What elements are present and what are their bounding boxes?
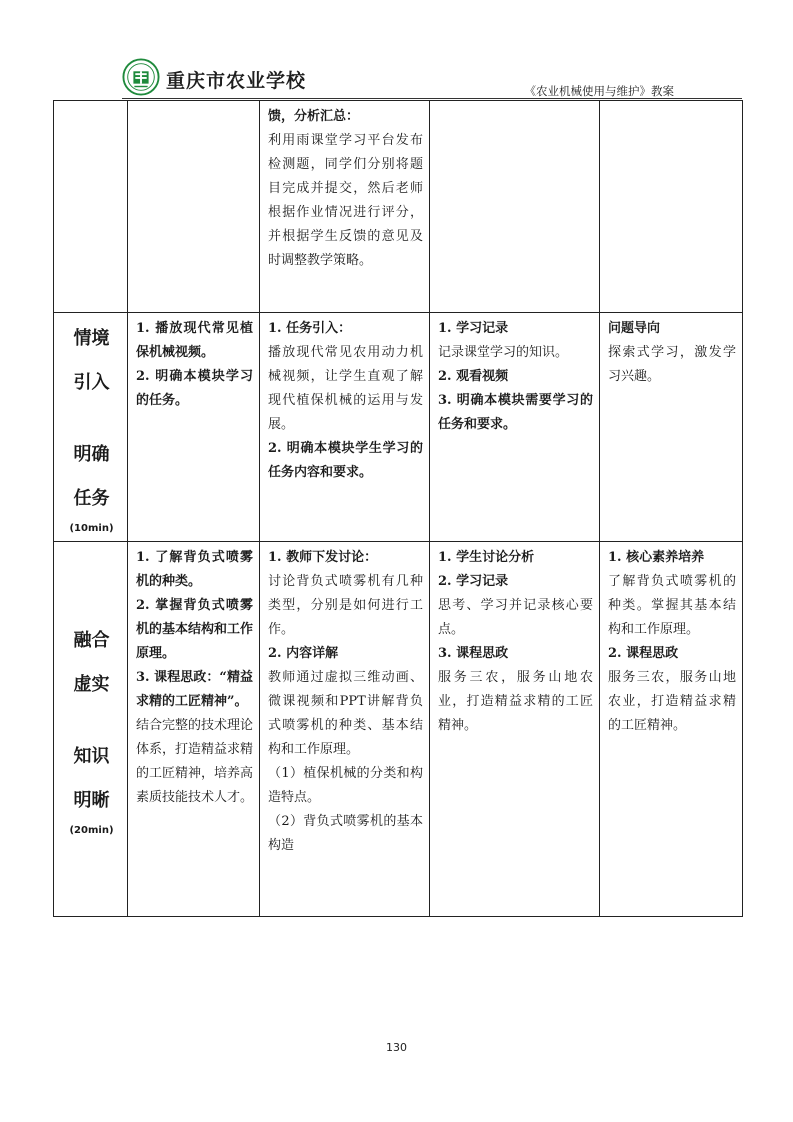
cell-heading: 1. 核心素养培养 — [608, 550, 705, 565]
cell-text: 讨论背负式喷雾机有几种类型，分别是如何进行工作。 — [268, 574, 423, 637]
cell-heading: 问题导向 — [608, 321, 661, 336]
cell-heading: 2. 课程思政 — [608, 646, 679, 661]
cell-heading: 馈，分析汇总： — [268, 109, 360, 124]
stage-word: 融合 — [73, 630, 110, 651]
cell-text: 教师通过虚拟三维动画、微课视频和PPT讲解背负式喷雾机的种类、基本结构和工作原理。 — [268, 670, 423, 757]
cell-col4 — [430, 101, 600, 313]
cell-heading: 2. 学习记录 — [438, 574, 509, 589]
cell-text: 服务三农，服务山地农业，打造精益求精的工匠精神。 — [438, 670, 593, 733]
stage-cell — [54, 542, 128, 917]
cell-text: 结合完整的技术理论体系，打造精益求精的工匠精神，培养高素质技能技术人才。 — [136, 718, 254, 805]
cell-col2 — [128, 101, 260, 313]
school-name: 重庆市农业学校 — [166, 70, 307, 92]
course-title: 《农业机械使用与维护》教案 — [524, 84, 674, 98]
cell-heading: 2. 明确本模块学生学习的任务内容和要求。 — [268, 441, 423, 480]
cell-col5 — [600, 101, 743, 313]
stage-duration: (20min) — [69, 825, 114, 836]
stage-spacer — [62, 405, 121, 433]
page-number: 130 — [386, 1041, 407, 1054]
stage-spacer — [62, 707, 121, 735]
cell-text: 记录课堂学习的知识。 — [438, 345, 569, 360]
table-row — [54, 313, 743, 542]
cell-heading: 2. 内容详解 — [268, 646, 339, 661]
cell-col4 — [430, 313, 600, 542]
cell-col2 — [128, 313, 260, 542]
stage-cell — [54, 313, 128, 542]
stage-word: 明确 — [73, 444, 110, 465]
cell-text: 播放现代常见农用动力机械视频，让学生直观了解现代植保机械的运用与发展。 — [268, 345, 423, 432]
stage-word: 引入 — [73, 372, 110, 393]
stage-word: 知识 — [73, 746, 110, 767]
table-row — [54, 542, 743, 917]
cell-heading: 1. 播放现代常见植保机械视频。 — [136, 321, 253, 360]
header-divider — [122, 98, 742, 99]
stage-word: 虚实 — [73, 674, 110, 695]
cell-text: 探索式学习，激发学习兴趣。 — [608, 345, 736, 384]
cell-text: （2）背负式喷雾机的基本构造 — [268, 814, 423, 853]
stage-word: 任务 — [73, 488, 110, 509]
cell-text: （1）植保机械的分类和构造特点。 — [268, 766, 423, 805]
cell-heading: 3. 课程思政 — [438, 646, 509, 661]
cell-text: 了解背负式喷雾机的种类。掌握其基本结构和工作原理。 — [608, 574, 736, 637]
cell-heading: 3. 课程思政：“精益求精的工匠精神”。 — [136, 670, 253, 709]
cell-col4 — [430, 542, 600, 917]
cell-heading: 2. 明确本模块学习的任务。 — [136, 369, 253, 408]
stage-duration: (10min) — [69, 523, 114, 534]
cell-heading: 1. 教师下发讨论： — [268, 550, 378, 565]
stage-cell — [54, 101, 128, 313]
cell-col2 — [128, 542, 260, 917]
cell-heading: 2. 掌握背负式喷雾机的基本结构和工作原理。 — [136, 598, 254, 661]
cell-col3 — [260, 542, 430, 917]
cell-text: 利用雨课堂学习平台发布检测题，同学们分别将题目完成并提交，然后老师根据作业情况进行评分，并根据学生反馈的意见及时调整教学策略。 — [268, 133, 423, 268]
cell-col5 — [600, 542, 743, 917]
cell-heading: 1. 学习记录 — [438, 321, 509, 336]
lesson-plan-table — [53, 100, 743, 917]
table-row — [54, 101, 743, 313]
stage-word: 情境 — [73, 328, 110, 349]
page-header — [122, 56, 742, 100]
cell-heading: 3. 明确本模块需要学习的任务和要求。 — [438, 393, 593, 432]
cell-heading: 1. 了解背负式喷雾机的种类。 — [136, 550, 253, 589]
cell-text: 服务三农，服务山地农业，打造精益求精的工匠精神。 — [608, 670, 736, 733]
cell-heading: 1. 学生讨论分析 — [438, 550, 535, 565]
cell-col3 — [260, 313, 430, 542]
cell-text: 思考、学习并记录核心要点。 — [438, 598, 593, 637]
cell-col3 — [260, 101, 430, 313]
school-logo-icon — [122, 58, 160, 96]
cell-heading: 2. 观看视频 — [438, 369, 509, 384]
stage-word: 明晰 — [73, 790, 110, 811]
cell-heading: 1. 任务引入： — [268, 321, 352, 336]
cell-col5 — [600, 313, 743, 542]
